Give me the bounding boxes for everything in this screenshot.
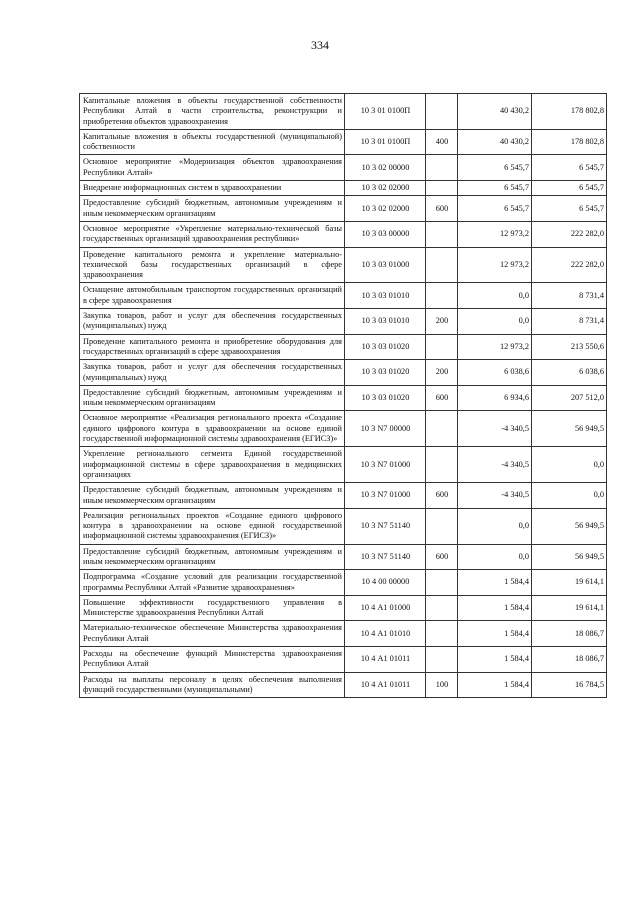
row-amount-1-cell: 40 430,2 (458, 129, 532, 155)
row-amount-2-cell: 6 545,7 (532, 155, 607, 181)
table-row (80, 247, 607, 283)
row-amount-1-cell: 1 584,4 (458, 672, 532, 698)
row-expense-type-cell: 100 (426, 672, 458, 698)
row-amount-2-cell: 222 282,0 (532, 221, 607, 247)
table-row (80, 447, 607, 483)
table-row (80, 360, 607, 386)
table-row (80, 385, 607, 411)
row-expense-type-cell (426, 94, 458, 130)
row-name-cell: Предоставление субсидий бюджетным, автономным учреждениям и иным некоммерческим организациям (80, 196, 345, 222)
table-row (80, 570, 607, 596)
row-amount-2-cell: 0,0 (532, 483, 607, 509)
row-code-cell: 10 3 03 01000 (345, 247, 426, 283)
row-expense-type-cell (426, 334, 458, 360)
row-expense-type-cell (426, 283, 458, 309)
row-amount-2-cell: 207 512,0 (532, 385, 607, 411)
table-body (80, 94, 607, 698)
row-code-cell: 10 4 А1 01011 (345, 672, 426, 698)
row-code-cell: 10 3 N7 01000 (345, 483, 426, 509)
row-expense-type-cell: 600 (426, 385, 458, 411)
row-amount-2-cell: 6 038,6 (532, 360, 607, 386)
row-amount-2-cell: 56 949,5 (532, 544, 607, 570)
table-row (80, 94, 607, 130)
row-expense-type-cell (426, 570, 458, 596)
row-amount-1-cell: 0,0 (458, 283, 532, 309)
page-number: 334 (311, 38, 329, 52)
row-amount-1-cell: 12 973,2 (458, 221, 532, 247)
row-name-cell: Закупка товаров, работ и услуг для обеспечения государственных (муниципальных) нужд (80, 360, 345, 386)
row-name-cell: Основное мероприятие «Модернизация объектов здравоохранения Республики Алтай» (80, 155, 345, 181)
row-expense-type-cell: 200 (426, 360, 458, 386)
row-code-cell: 10 3 01 0100П (345, 94, 426, 130)
row-code-cell: 10 4 00 00000 (345, 570, 426, 596)
row-amount-1-cell: 12 973,2 (458, 247, 532, 283)
row-amount-2-cell: 56 949,5 (532, 411, 607, 447)
row-code-cell: 10 3 02 02000 (345, 181, 426, 196)
row-amount-2-cell: 178 802,8 (532, 94, 607, 130)
row-name-cell: Оснащение автомобильным транспортом государственных организаций в сфере здравоохранения (80, 283, 345, 309)
row-name-cell: Подпрограмма «Создание условий для реализации государственной программы Республики Алтай «Развитие здравоохранения» (80, 570, 345, 596)
table-row (80, 483, 607, 509)
row-expense-type-cell: 200 (426, 309, 458, 335)
row-amount-2-cell: 8 731,4 (532, 309, 607, 335)
table-row (80, 129, 607, 155)
row-amount-2-cell: 0,0 (532, 447, 607, 483)
row-code-cell: 10 3 03 01020 (345, 360, 426, 386)
row-expense-type-cell (426, 181, 458, 196)
row-code-cell: 10 3 N7 01000 (345, 447, 426, 483)
row-name-cell: Капитальные вложения в объекты государственной (муниципальной) собственности (80, 129, 345, 155)
row-amount-1-cell: 0,0 (458, 508, 532, 544)
table-row (80, 334, 607, 360)
table-row (80, 411, 607, 447)
row-amount-2-cell: 56 949,5 (532, 508, 607, 544)
row-name-cell: Закупка товаров, работ и услуг для обеспечения государственных (муниципальных) нужд (80, 309, 345, 335)
row-code-cell: 10 3 03 01010 (345, 283, 426, 309)
row-expense-type-cell (426, 647, 458, 673)
row-code-cell: 10 3 N7 51140 (345, 508, 426, 544)
budget-table (79, 93, 607, 698)
row-name-cell: Предоставление субсидий бюджетным, автономным учреждениям и иным некоммерческим организациям (80, 385, 345, 411)
row-name-cell: Расходы на выплаты персоналу в целях обеспечения выполнения функций государственными (муниципальными) (80, 672, 345, 698)
row-name-cell: Проведение капитального ремонта и приобретение оборудования для государственных организаций в сфере здравоохранения (80, 334, 345, 360)
row-expense-type-cell (426, 411, 458, 447)
row-amount-1-cell: -4 340,5 (458, 411, 532, 447)
row-amount-1-cell: 0,0 (458, 544, 532, 570)
row-expense-type-cell: 600 (426, 483, 458, 509)
row-code-cell: 10 4 А1 01011 (345, 647, 426, 673)
row-name-cell: Повышение эффективности государственного управления в Министерстве здравоохранения Республики Алтай (80, 595, 345, 621)
row-expense-type-cell (426, 447, 458, 483)
row-code-cell: 10 3 03 01020 (345, 334, 426, 360)
row-expense-type-cell: 400 (426, 129, 458, 155)
row-amount-1-cell: 6 934,6 (458, 385, 532, 411)
row-amount-2-cell: 213 550,6 (532, 334, 607, 360)
table-row (80, 155, 607, 181)
row-amount-2-cell: 222 282,0 (532, 247, 607, 283)
row-code-cell: 10 3 03 01020 (345, 385, 426, 411)
row-amount-2-cell: 18 086,7 (532, 621, 607, 647)
row-amount-1-cell: 1 584,4 (458, 621, 532, 647)
row-code-cell: 10 4 А1 01010 (345, 621, 426, 647)
row-amount-1-cell: 1 584,4 (458, 595, 532, 621)
row-amount-1-cell: 40 430,2 (458, 94, 532, 130)
row-amount-2-cell: 19 614,1 (532, 570, 607, 596)
row-amount-1-cell: 6 545,7 (458, 181, 532, 196)
row-amount-2-cell: 16 784,5 (532, 672, 607, 698)
row-code-cell: 10 3 03 00000 (345, 221, 426, 247)
row-expense-type-cell: 600 (426, 196, 458, 222)
table-row (80, 621, 607, 647)
table-row (80, 544, 607, 570)
table-row (80, 647, 607, 673)
row-name-cell: Предоставление субсидий бюджетным, автономным учреждениям и иным некоммерческим организациям (80, 483, 345, 509)
row-amount-1-cell: 1 584,4 (458, 647, 532, 673)
table-row (80, 309, 607, 335)
row-code-cell: 10 3 N7 00000 (345, 411, 426, 447)
table-row (80, 196, 607, 222)
row-code-cell: 10 3 01 0100П (345, 129, 426, 155)
row-amount-1-cell: -4 340,5 (458, 447, 532, 483)
row-name-cell: Основное мероприятие «Укрепление материально-технической базы государственных организаций здравоохранения республики» (80, 221, 345, 247)
row-amount-1-cell: 6 545,7 (458, 196, 532, 222)
row-name-cell: Укрепление регионального сегмента Единой государственной информационной системы в сфере здравоохранения в медицинских организациях (80, 447, 345, 483)
row-code-cell: 10 4 А1 01000 (345, 595, 426, 621)
table-row (80, 221, 607, 247)
table-row (80, 181, 607, 196)
row-amount-1-cell: -4 340,5 (458, 483, 532, 509)
row-name-cell: Внедрение информационных систем в здравоохранении (80, 181, 345, 196)
row-name-cell: Проведение капитального ремонта и укрепление материально-технической базы государственных организаций в сфере здравоохранения (80, 247, 345, 283)
row-amount-2-cell: 18 086,7 (532, 647, 607, 673)
row-amount-2-cell: 19 614,1 (532, 595, 607, 621)
row-code-cell: 10 3 02 02000 (345, 196, 426, 222)
row-expense-type-cell: 600 (426, 544, 458, 570)
row-name-cell: Расходы на обеспечение функций Министерства здравоохранения Республики Алтай (80, 647, 345, 673)
row-expense-type-cell (426, 247, 458, 283)
row-amount-1-cell: 6 038,6 (458, 360, 532, 386)
row-amount-1-cell: 1 584,4 (458, 570, 532, 596)
row-amount-2-cell: 178 802,8 (532, 129, 607, 155)
table-row (80, 672, 607, 698)
row-name-cell: Основное мероприятие «Реализация регионального проекта «Создание единого цифрового контура в здравоохранении на основе единой государственной информационной системы здравоохранения (ЕГИСЗ)» (80, 411, 345, 447)
row-amount-1-cell: 0,0 (458, 309, 532, 335)
row-amount-2-cell: 8 731,4 (532, 283, 607, 309)
row-code-cell: 10 3 03 01010 (345, 309, 426, 335)
row-amount-2-cell: 6 545,7 (532, 181, 607, 196)
row-amount-1-cell: 12 973,2 (458, 334, 532, 360)
row-amount-2-cell: 6 545,7 (532, 196, 607, 222)
row-name-cell: Капитальные вложения в объекты государственной собственности Республики Алтай в части строительства, реконструкции и приобретения объектов здравоохранения (80, 94, 345, 130)
row-expense-type-cell (426, 621, 458, 647)
row-name-cell: Предоставление субсидий бюджетным, автономным учреждениям и иным некоммерческим организациям (80, 544, 345, 570)
row-name-cell: Реализация региональных проектов «Создание единого цифрового контура в здравоохранении на основе единой государственной информационной системы здравоохранения (ЕГИСЗ)» (80, 508, 345, 544)
row-code-cell: 10 3 02 00000 (345, 155, 426, 181)
row-expense-type-cell (426, 155, 458, 181)
row-expense-type-cell (426, 221, 458, 247)
row-expense-type-cell (426, 595, 458, 621)
row-amount-1-cell: 6 545,7 (458, 155, 532, 181)
row-expense-type-cell (426, 508, 458, 544)
row-code-cell: 10 3 N7 51140 (345, 544, 426, 570)
table-row (80, 283, 607, 309)
table-row (80, 508, 607, 544)
row-name-cell: Материально-техническое обеспечение Министерства здравоохранения Республики Алтай (80, 621, 345, 647)
table-row (80, 595, 607, 621)
